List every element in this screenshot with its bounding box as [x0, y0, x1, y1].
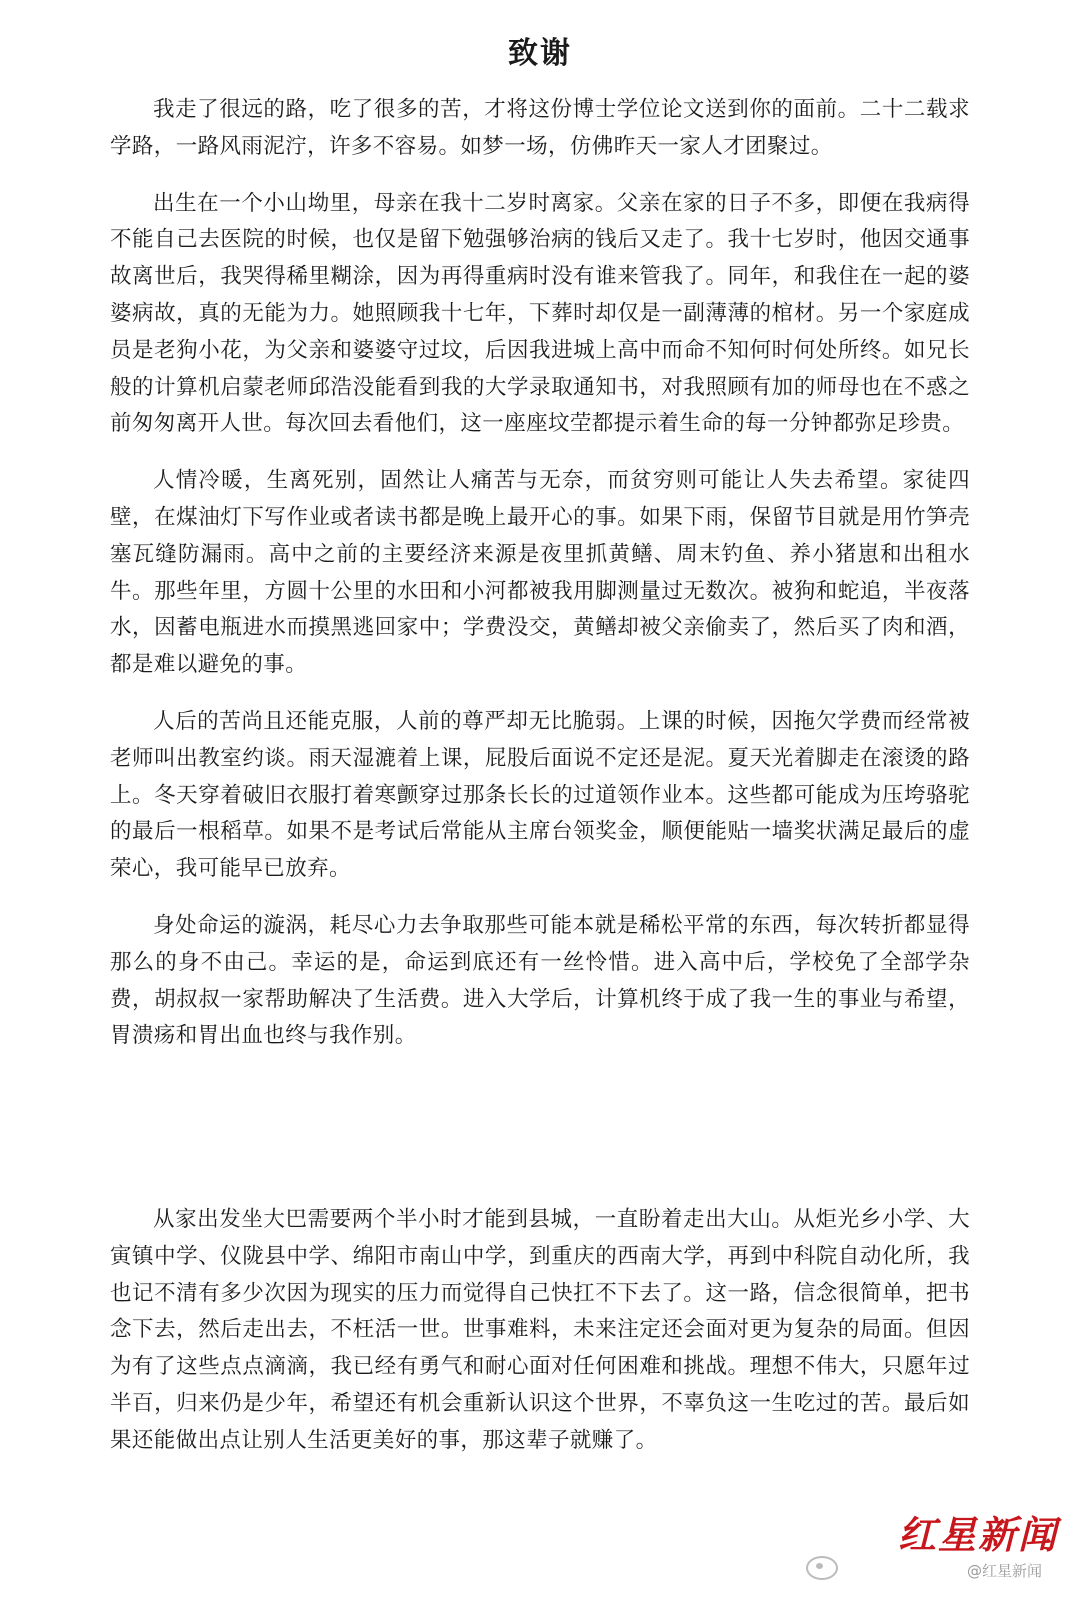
watermark-handle: @红星新闻: [966, 1562, 1042, 1580]
paragraph: 从家出发坐大巴需要两个半小时才能到县城，一直盼着走出大山。从炬光乡小学、大寅镇中学、仪陇县中学、绵阳市南山中学，到重庆的西南大学，再到中科院自动化所，我也记不清有多少次因为现实的压力而觉得自己快扛不下去了。这一路，信念很简单，把书念下去，然后走出去，不枉活一世。世事难料，未来注定还会面对更为复杂的局面。但因为有了这些点点滴滴，我已经有勇气和耐心面对任何困难和挑战。理想不伟大，只愿年过半百，归来仍是少年，希望还有机会重新认识这个世界，不辜负这一生吃过的苦。最后如果还能做出点让别人生活更美好的事，那这辈子就赚了。: [110, 1207, 970, 1453]
paragraph: 人情冷暖，生离死别，固然让人痛苦与无奈，而贫穷则可能让人失去希望。家徒四壁，在煤油灯下写作业或者读书都是晚上最开心的事。如果下雨，保留节目就是用竹笋壳塞瓦缝防漏雨。高中之前的主要经济来源是夜里抓黄鳝、周末钓鱼、养小猪崽和出租水牛。那些年里，方圆十公里的水田和小河都被我用脚测量过无数次。被狗和蛇追，半夜落水，因蓄电瓶进水而摸黑逃回家中；学费没交，黄鳝却被父亲偷卖了，然后买了肉和酒，都是难以避免的事。: [110, 468, 970, 678]
paragraph: 身处命运的漩涡，耗尽心力去争取那些可能本就是稀松平常的东西，每次转折都显得那么的身不由己。幸运的是，命运到底还有一丝怜惜。进入高中后，学校免了全部学杂费，胡叔叔一家帮助解决了生活费。进入大学后，计算机终于成了我一生的事业与希望，胃溃疡和胃出血也终与我作别。: [110, 912, 970, 1049]
paragraph: 我走了很远的路，吃了很多的苦，才将这份博士学位论文送到你的面前。二十二载求学路，一路风雨泥泞，许多不容易。如梦一场，仿佛昨天一家人才团聚过。: [110, 97, 970, 159]
acknowledgement-text-bottom: [110, 1202, 970, 1480]
news-watermark: [806, 1504, 1066, 1600]
paragraph: 人后的苦尚且还能克服，人前的尊严却无比脆弱。上课的时候，因拖欠学费而经常被老师叫出教室约谈。雨天湿漉着上课，屁股后面说不定还是泥。夏天光着脚走在滚烫的路上。冬天穿着破旧衣服打着寒颤穿过那条长长的过道领作业本。这些都可能成为压垮骆驼的最后一根稻草。如果不是考试后常能从主席台领奖金，顺便能贴一墙奖状满足最后的虚荣心，我可能早已放弃。: [110, 708, 970, 882]
paragraph: 出生在一个小山坳里，母亲在我十二岁时离家。父亲在家的日子不多，即便在我病得不能自己去医院的时候，也仅是留下勉强够治病的钱后又走了。我十七岁时，他因交通事故离世后，我哭得稀里糊涂，因为再得重病时没有谁来管我了。同年，和我住在一起的婆婆病故，真的无能为力。她照顾我十七年，下葬时却仅是一副薄薄的棺材。另一个家庭成员是老狗小花，为父亲和婆婆守过坟，后因我进城上高中而命不知何时何处所终。如兄长般的计算机启蒙老师邱浩没能看到我的大学录取通知书，对我照顾有加的师母也在不惑之前匆匆离开人世。每次回去看他们，这一座座坟茔都提示着生命的每一分钟都弥足珍贵。: [110, 190, 970, 437]
acknowledgement-text-top: [110, 92, 970, 1075]
weibo-icon: [806, 1556, 838, 1580]
watermark-logo: 红星新闻: [897, 1512, 1058, 1557]
page-title: 致谢: [508, 36, 572, 71]
